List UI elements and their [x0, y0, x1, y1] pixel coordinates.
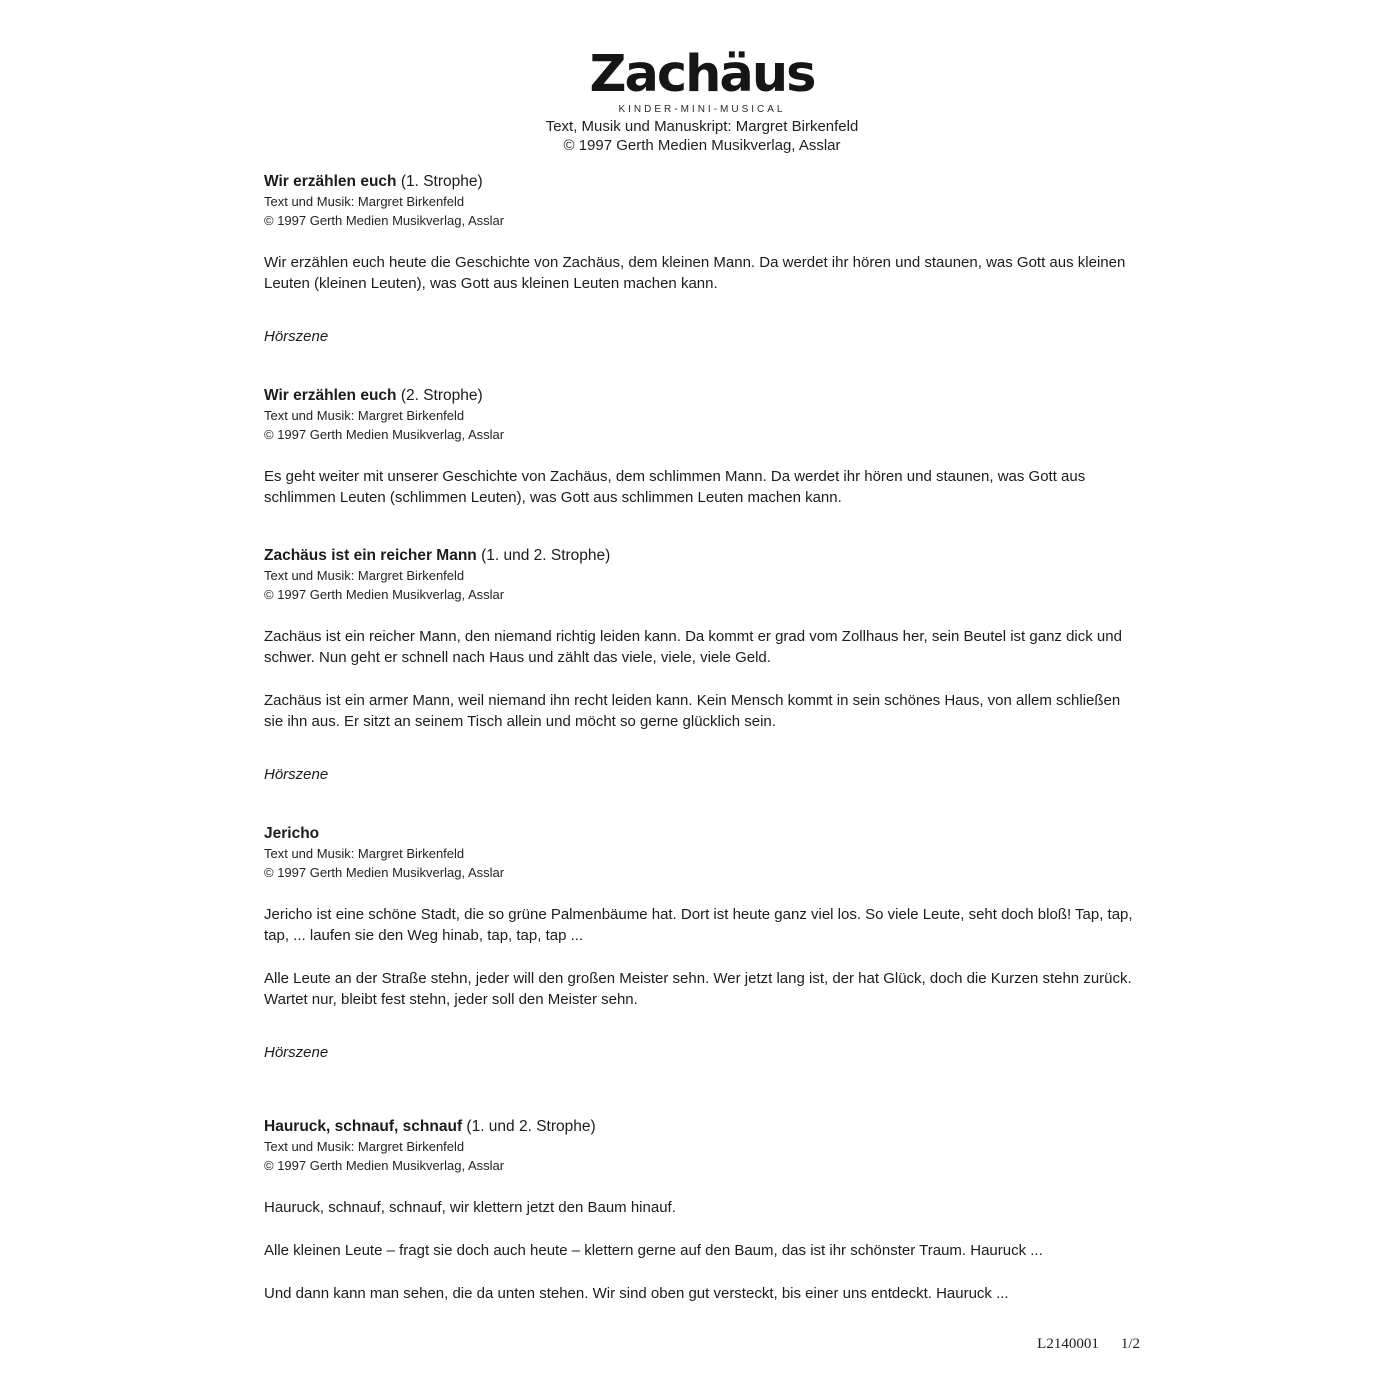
logo-subtitle: KINDER-MINI-MUSICAL	[618, 104, 786, 115]
song-credit-line-2: © 1997 Gerth Medien Musikverlag, Asslar	[264, 865, 505, 880]
song-title-name: Zachäus ist ein reicher Mann	[264, 547, 477, 564]
document-number: L2140001	[1037, 1336, 1099, 1352]
lyric-paragraph: Zachäus ist ein armer Mann, weil niemand ihn recht leiden kann. Kein Mensch kommt in sein schönes Haus, von allem schließen sie ihn aus. Er sitzt an seinem Tisch allein und möcht so gerne glücklich sein.	[264, 692, 1121, 730]
logo-wordmark: Zachäus	[589, 45, 815, 104]
song-section-wir-erzaehlen-euch-2	[264, 386, 1140, 508]
song-title	[264, 386, 1140, 406]
song-title-name: Hauruck, schnauf, schnauf	[264, 1118, 463, 1135]
song-title	[264, 172, 1140, 192]
song-title	[264, 546, 1140, 566]
header-credit-line-2: © 1997 Gerth Medien Musikverlag, Asslar	[563, 137, 841, 154]
song-section-jericho	[264, 824, 1140, 1010]
song-section-zachaeus-reicher-mann	[264, 546, 1140, 732]
header-credit-line-1: Text, Musik und Manuskript: Margret Birkenfeld	[545, 118, 859, 135]
song-title-suffix: (1. und 2. Strophe)	[476, 547, 611, 564]
hoerszene-label: Hörszene	[264, 766, 329, 783]
song-title	[264, 824, 1140, 844]
song-title-name: Jericho	[264, 825, 320, 842]
page-footer	[1037, 1336, 1140, 1353]
song-credit-line-1: Text und Musik: Margret Birkenfeld	[264, 846, 465, 861]
lyric-paragraph: Alle Leute an der Straße stehn, jeder will den großen Meister sehn. Wer jetzt lang ist, der hat Glück, doch die Kurzen stehn zurück. Wartet nur, bleibt fest stehn, jeder soll den Meister sehn.	[264, 970, 1132, 1008]
song-credit-line-2: © 1997 Gerth Medien Musikverlag, Asslar	[264, 1158, 505, 1173]
lyric-paragraph: Hauruck, schnauf, schnauf, wir klettern jetzt den Baum hinauf.	[264, 1199, 676, 1216]
song-title	[264, 1117, 1140, 1137]
document-body	[264, 172, 1140, 1304]
song-section-wir-erzaehlen-euch-1	[264, 172, 1140, 294]
lyric-paragraph: Zachäus ist ein reicher Mann, den niemand richtig leiden kann. Da kommt er grad vom Zollhaus her, sein Beutel ist ganz dick und schwer. Nun geht er schnell nach Haus und zählt das viele, viele, viele Geld.	[264, 628, 1122, 666]
song-credit-line-1: Text und Musik: Margret Birkenfeld	[264, 194, 465, 209]
song-credit-line-2: © 1997 Gerth Medien Musikverlag, Asslar	[264, 427, 505, 442]
song-credit-line-1: Text und Musik: Margret Birkenfeld	[264, 568, 465, 583]
document-header	[264, 45, 1140, 155]
lyric-paragraph: Alle kleinen Leute – fragt sie doch auch heute – klettern gerne auf den Baum, das ist ihr schönster Traum. Hauruck ...	[264, 1242, 1043, 1259]
song-title-suffix: (1. und 2. Strophe)	[462, 1118, 596, 1135]
hoerszene-label: Hörszene	[264, 1044, 329, 1061]
hoerszene-label: Hörszene	[264, 328, 329, 345]
song-title-suffix: (2. Strophe)	[396, 387, 483, 404]
song-credit-line-2: © 1997 Gerth Medien Musikverlag, Asslar	[264, 213, 505, 228]
song-section-hauruck	[264, 1117, 1140, 1304]
lyric-paragraph: Jericho ist eine schöne Stadt, die so grüne Palmenbäume hat. Dort ist heute ganz viel los. So viele Leute, seht doch bloß! Tap, tap, tap, ... laufen sie den Weg hinab, tap, tap, tap ...	[264, 906, 1133, 944]
lyric-paragraph: Wir erzählen euch heute die Geschichte von Zachäus, dem kleinen Mann. Da werdet ihr hören und staunen, was Gott aus kleinen Leuten (kleinen Leuten), was Gott aus kleinen Leuten machen kann.	[264, 254, 1126, 292]
song-credit-line-2: © 1997 Gerth Medien Musikverlag, Asslar	[264, 587, 505, 602]
lyric-paragraph: Und dann kann man sehen, die da unten stehen. Wir sind oben gut versteckt, bis einer uns entdeckt. Hauruck ...	[264, 1285, 1009, 1302]
song-title-name: Wir erzählen euch	[264, 387, 397, 404]
song-credit-line-1: Text und Musik: Margret Birkenfeld	[264, 1139, 465, 1154]
lyric-paragraph: Es geht weiter mit unserer Geschichte von Zachäus, dem schlimmen Mann. Da werdet ihr hören und staunen, was Gott aus schlimmen Leuten (schlimmen Leuten), was Gott aus schlimmen Leuten machen kann.	[264, 468, 1086, 506]
page-indicator: 1/2	[1120, 1336, 1140, 1352]
song-title-suffix: (1. Strophe)	[396, 173, 483, 190]
song-title-name: Wir erzählen euch	[264, 173, 397, 190]
song-credit-line-1: Text und Musik: Margret Birkenfeld	[264, 408, 465, 423]
